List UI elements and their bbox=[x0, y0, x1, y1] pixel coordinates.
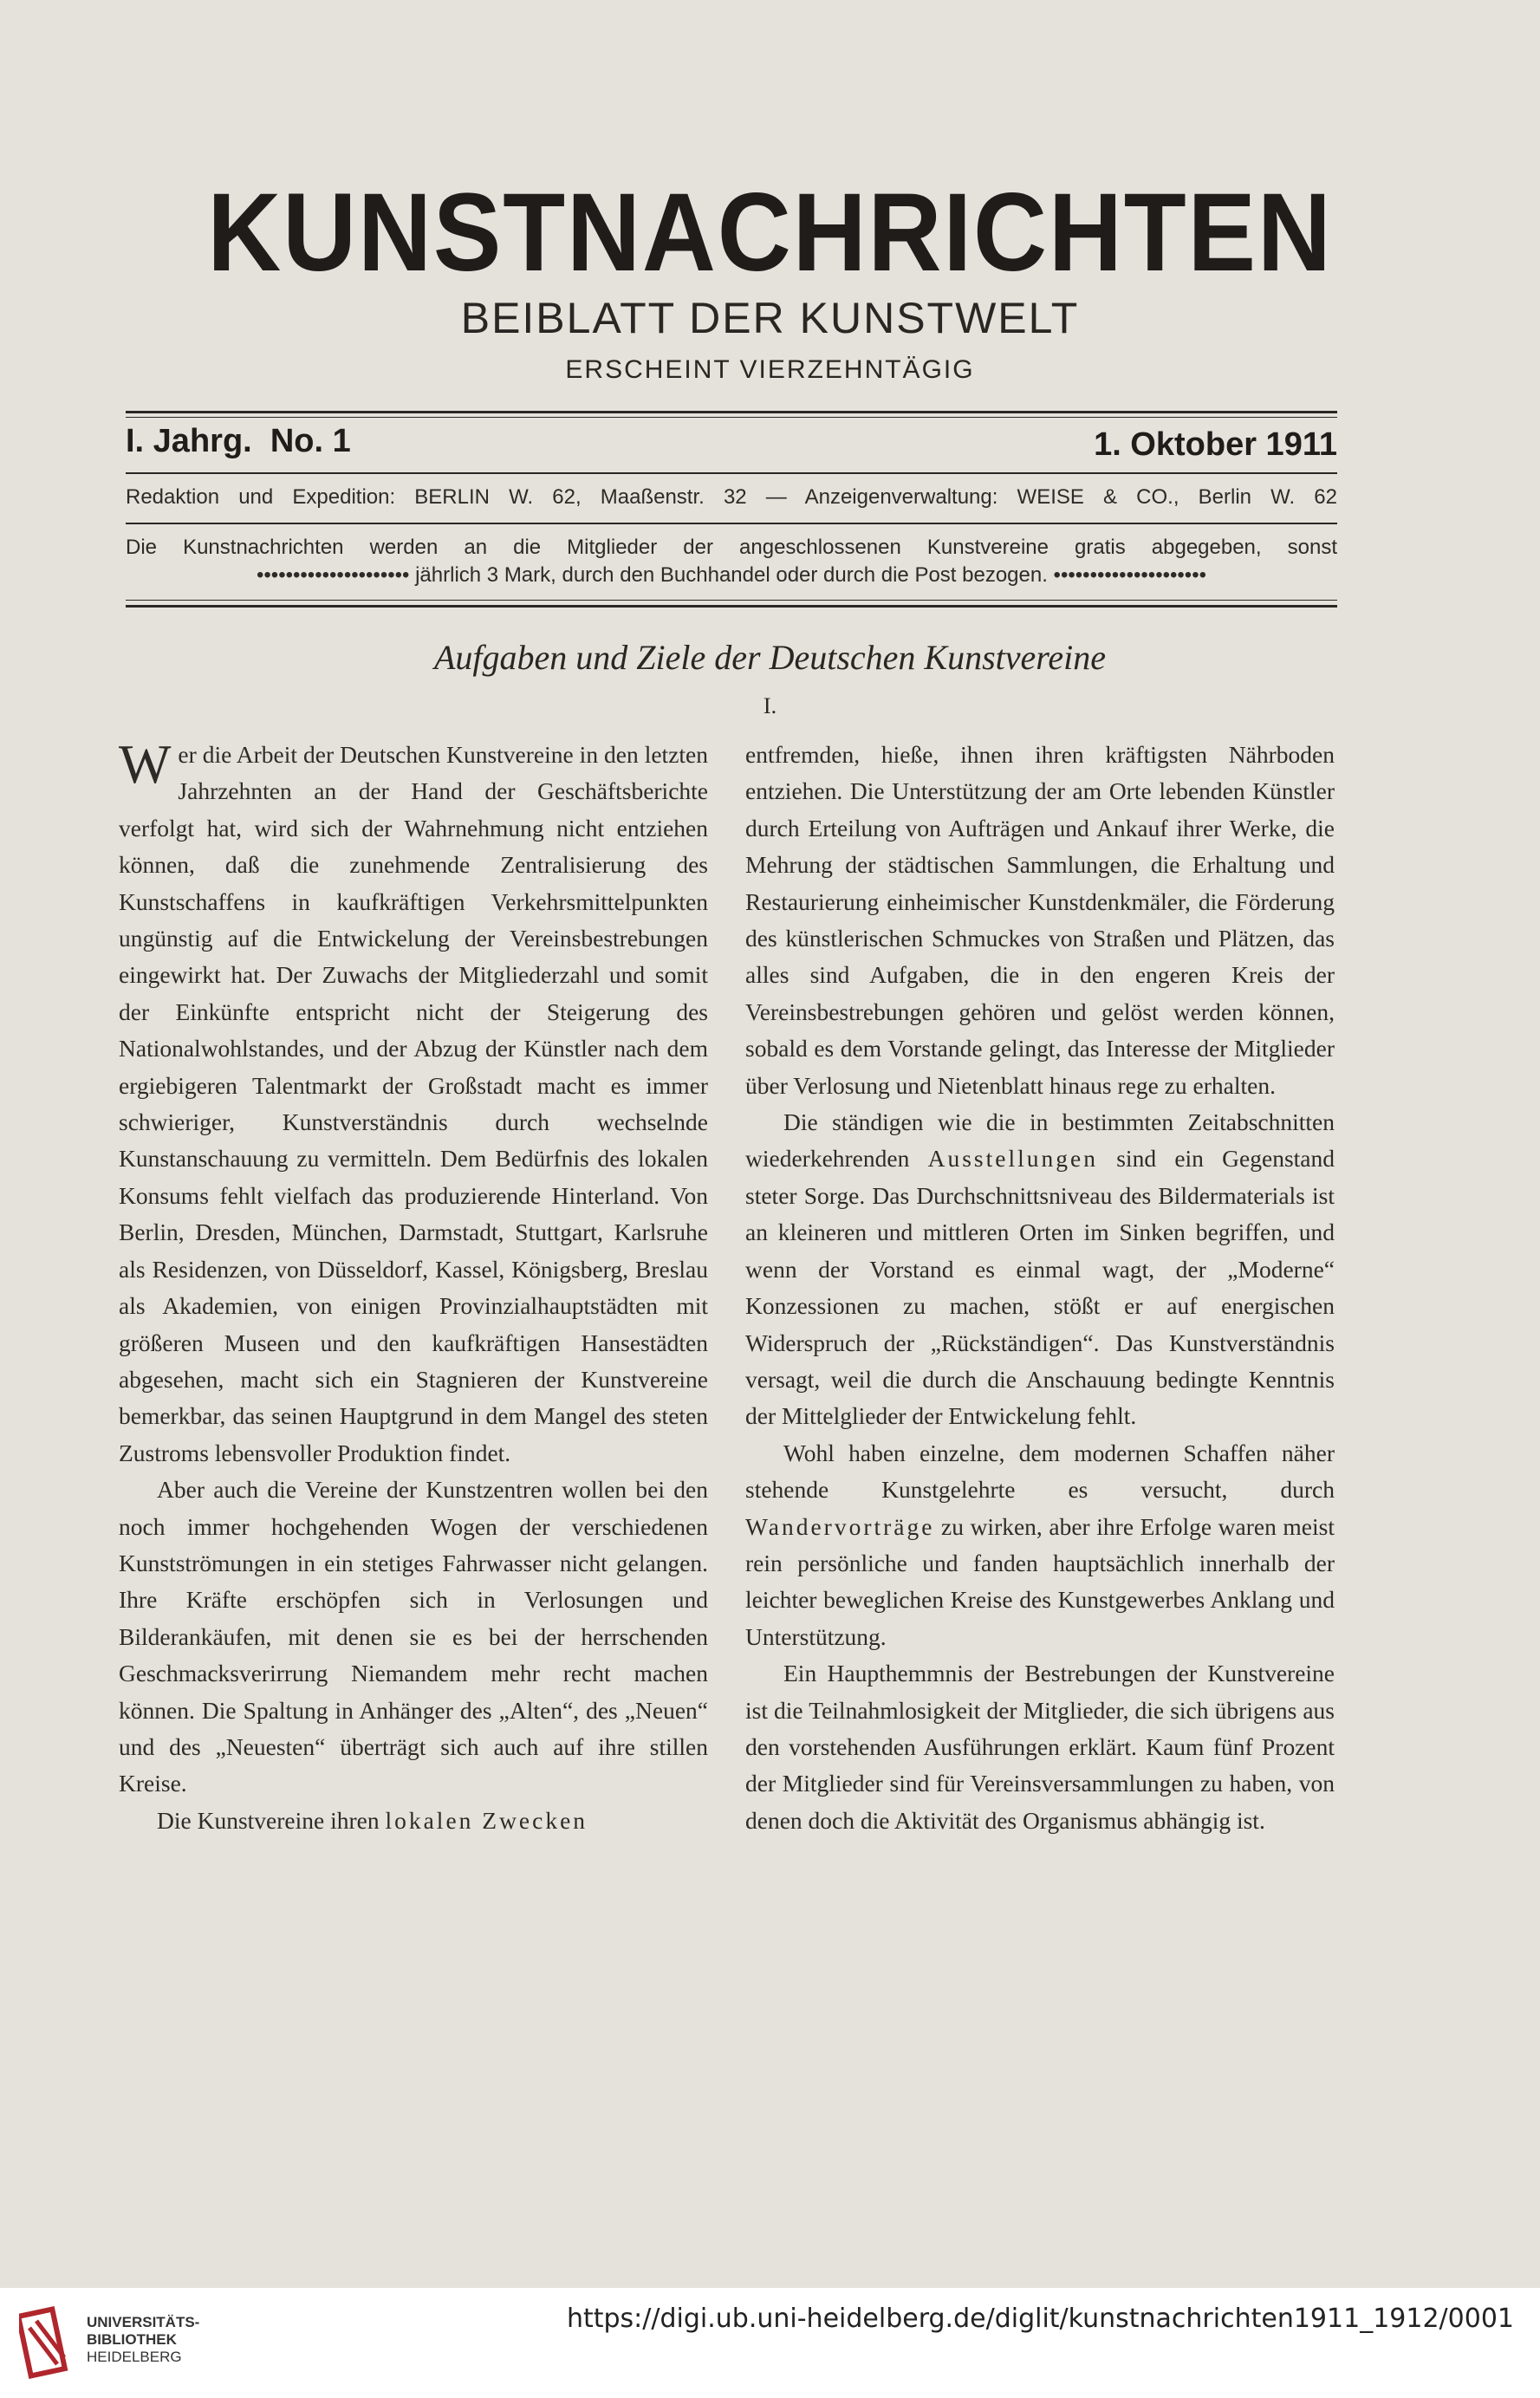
library-name-line1: UNIVERSITÄTS- bbox=[87, 2314, 200, 2330]
editorial-rule bbox=[126, 523, 1337, 524]
bottom-double-rule-2 bbox=[126, 605, 1337, 608]
masthead-subtitle: BEIBLATT DER KUNSTWELT bbox=[460, 294, 1080, 342]
paragraph-text: zu wirken, aber ihre Erfolge waren meist rein persönliche und fanden hauptsächlich innerhalb der leichter beweglichen Kreise des Kunstgewerbes Anklang und Unterstützung. bbox=[745, 1512, 1335, 1650]
article-column-left bbox=[119, 733, 708, 1839]
library-name bbox=[87, 2314, 199, 2366]
emphasized-text: Ausstellungen bbox=[927, 1145, 1098, 1173]
paragraph bbox=[119, 733, 708, 1472]
issue-date: 1. Oktober 1911 bbox=[1094, 426, 1337, 463]
issue-rule bbox=[126, 472, 1337, 474]
library-name-line2: BIBLIOTHEK bbox=[87, 2331, 177, 2348]
paragraph: Ein Haupthemmnis der Bestrebungen der Kunstvereine ist die Teilnahmlosigkeit der Mitglieder, die sich übrigens aus den vorstehenden Ausführungen erklärt. Kaum fünf Prozent der Mitglieder sind für Vereinsversammlungen zu haben, von denen doch die Aktivität des Organismus abhängig ist. bbox=[745, 1660, 1335, 1834]
emphasized-text: Wandervorträge bbox=[745, 1512, 935, 1540]
paragraph: entfremden, hieße, ihnen ihren kräftigsten Nährboden entziehen. Die Unterstützung der am Orte lebenden Künstler durch Erteilung von Aufträgen und Ankauf ihrer Werke, die Mehrung der städtischen Sammlungen, die Erhaltung und Restaurierung einheimischer Kunstdenkmäler, die Förderung des künstlerischen Schmuckes von Straßen und Plätzen, das alles sind Aufgaben, die in den engeren Kreis der Vereinsbestrebungen gehören und gelöst werden können, sobald es dem Vorstande gelingt, das Interesse der Mitglieder über Verlosung und Nietenblatt hinaus rege zu erhalten. bbox=[745, 741, 1335, 1099]
issue-row bbox=[126, 423, 1337, 471]
paragraph bbox=[745, 1104, 1335, 1435]
paragraph-text: Wohl haben einzelne, dem modernen Schaffen näher stehende Kunstgelehrte es versucht, durch bbox=[745, 1439, 1335, 1504]
library-name-line3: HEIDELBERG bbox=[87, 2349, 182, 2365]
paragraph-text: er die Arbeit der Deutschen Kunstvereine in den letzten Jahrzehnten an der Hand der Geschäftsberichte verfolgt hat, wird sich der Wahrnehmung nicht entziehen können, daß die zunehmende Zentralisierung des Kunstschaffens in kaufkräftigen Verkehrsmittelpunkten ungünstig auf die Entwickelung der Vereinsbestrebungen eingewirkt hat. Der Zuwachs der Mitgliederzahl und somit der Einkünfte entspricht nicht der Steigerung des Nationalwohlstandes, und der Abzug der Künstler nach dem ergiebigeren Talentmarkt der Großstadt macht es immer schwieriger, Kunstverständnis durch wechselnde Kunstanschauung zu vermitteln. Dem Bedürfnis des lokalen Konsums fehlt vielfach das produzierende Hinterland. Von Berlin, Dresden, München, Darmstadt, Stuttgart, Karlsruhe als Residenzen, von Düsseldorf, Kassel, Königsberg, Breslau als Akademien, von einigen Provinzialhauptstädten mit größeren Museen und den kaufkräftigen Hansestädten abgesehen, macht sich ein Stagnieren der Kunstvereine bemerkbar, das seinen Hauptgrund in dem Mangel des steten Zustroms lebensvoller Produktion findet. bbox=[119, 741, 708, 1466]
masthead-frequency: ERSCHEINT VIERZEHNTÄGIG bbox=[565, 355, 975, 384]
paragraph bbox=[745, 1435, 1335, 1655]
source-url-link[interactable]: https://digi.ub.uni-heidelberg.de/diglit/kunstnachrichten1911_1912/0001 bbox=[566, 2304, 1514, 2334]
library-logo-icon bbox=[19, 2304, 73, 2382]
paragraph-text: Die ständigen wie die in bestimmten Zeitabschnitten wiederkehrenden bbox=[745, 1108, 1335, 1173]
bottom-double-rule-1 bbox=[126, 600, 1337, 601]
drop-cap: W bbox=[119, 733, 172, 795]
top-double-rule-1 bbox=[126, 411, 1337, 413]
subscription-notice-line1: Die Kunstnachrichten werden an die Mitglieder der angeschlossenen Kunstvereine gratis abgegeben, sonst bbox=[126, 536, 1337, 559]
paragraph: Aber auch die Vereine der Kunstzentren wollen bei den noch immer hochgehenden Wogen der verschiedenen Kunstströmungen in ein stetiges Fahrwasser nicht gelangen. Ihre Kräfte erschöpfen sich in Verlosungen und Bilderankäufen, mit denen sie es bei der herrschenden Geschmacksverirrung Niemandem mehr recht machen können. Die Spaltung in Anhänger des „Alten“, des „Neuen“ und des „Neuesten“ überträgt sich auch auf ihre stillen Kreise. bbox=[119, 1476, 708, 1797]
masthead-title: KUNSTNACHRICHTEN bbox=[207, 171, 1333, 295]
article-title: Aufgaben und Ziele der Deutschen Kunstvereine bbox=[434, 638, 1106, 677]
article-part-number: I. bbox=[763, 693, 777, 718]
paragraph-text: sind ein Gegenstand steter Sorge. Das Durchschnittsniveau des Bildermaterials ist an kleineren und mittleren Orten im Sinken begriffen, und wenn der Vorstand es einmal wagt, der „Moderne“ Konzessionen zu machen, stößt er auf energischen Widerspruch der „Rückständigen“. Das Kunstverständnis versagt, weil die durch die Anschauung bedingte Kenntnis der Mittelglieder der Entwickelung fehlt. bbox=[745, 1145, 1335, 1430]
emphasized-text: lokalen Zwecken bbox=[385, 1806, 588, 1834]
subscription-notice-line2: ••••••••••••••••••••• jährlich 3 Mark, durch den Buchhandel oder durch die Post bezogen. ••••••••••••••••••••• bbox=[256, 563, 1207, 587]
issue-volume: I. Jahrg. No. 1 bbox=[126, 423, 351, 459]
paragraph-text: Die Kunstvereine ihren bbox=[157, 1806, 386, 1834]
top-double-rule-2 bbox=[126, 417, 1337, 418]
editorial-address: Redaktion und Expedition: BERLIN W. 62, Maaßenstr. 32 — Anzeigenverwaltung: WEISE & CO., Berlin W. 62 bbox=[126, 485, 1337, 509]
paragraph bbox=[119, 1803, 708, 1839]
article-column-right bbox=[745, 737, 1335, 1839]
